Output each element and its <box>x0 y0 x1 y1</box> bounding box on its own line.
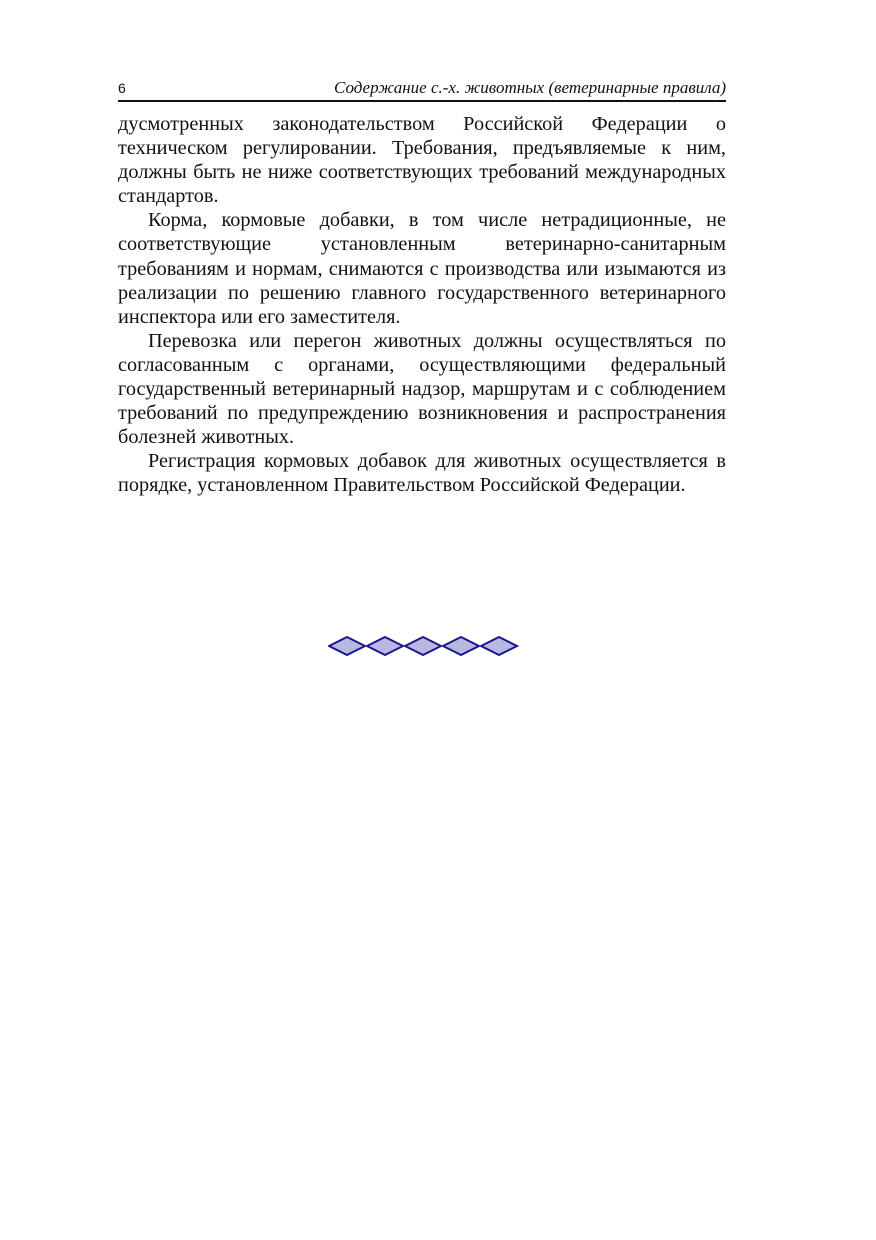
page-body <box>118 112 726 498</box>
running-header <box>118 78 726 102</box>
diamond-icon <box>481 637 517 655</box>
diamond-row-icon <box>328 636 520 656</box>
page-number: 6 <box>118 80 126 96</box>
paragraph-transport: Перевозка или перегон животных должны осуществляться по согласованным с органами, осуществляющими федеральный государственный ветеринарный надзор, маршрутам и с соблюдением требований по предупреждению возникновения и распространения болезней животных. <box>118 329 726 449</box>
paragraph-feed: Корма, кормовые добавки, в том числе нетрадиционные, не соответствующие установленным ветеринарно-санитарным требованиям и нормам, снимаются с производства или изымаются из реализации по решению главного государственного ветеринарного инспектора или его заместителя. <box>118 209 726 328</box>
running-title: Содержание с.-х. животных (ветеринарные правила) <box>334 78 726 97</box>
paragraph-registration: Регистрация кормовых добавок для животных осуществляется в порядке, установленном Правительством Российской Федерации. <box>118 450 726 497</box>
diamond-icon <box>443 637 479 655</box>
diamond-icon <box>405 637 441 655</box>
diamond-icon <box>367 637 403 655</box>
paragraph-continuation: дусмотренных законодательством Российской Федерации о техническом регулировании. Требования, предъявляемые к ним, должны быть не ниже соответствующих требований международных стандартов. <box>118 113 726 208</box>
diamond-icon <box>329 637 365 655</box>
